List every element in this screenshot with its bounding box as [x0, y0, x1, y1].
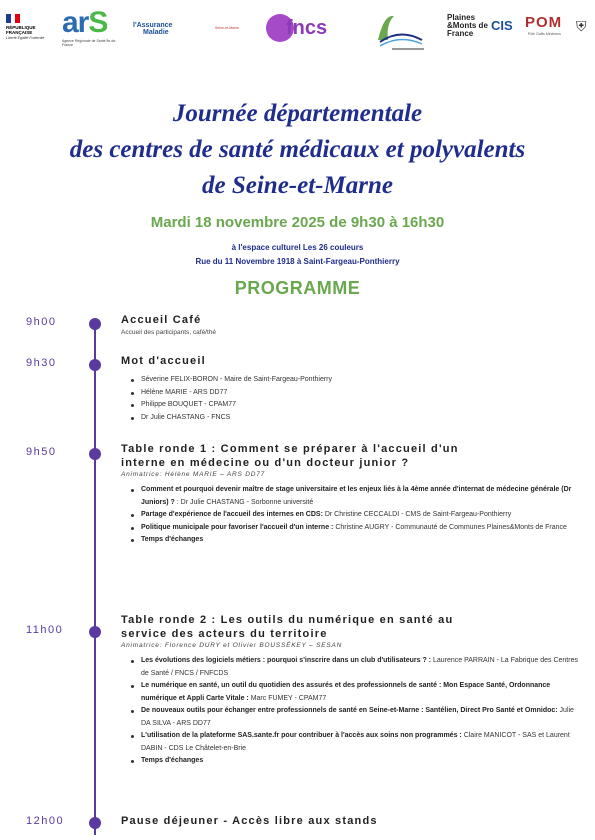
list-item: Le numérique en santé, un outil du quotidien des assurés et des professionnels de santé : Mon Espace Santé, Ordonnance numérique et Appli Carte Vitale : Marc FUMEY - CPAM77 [131, 680, 581, 705]
rf-motto: Liberté Égalité Fraternité [6, 36, 45, 40]
rf-line1: RÉPUBLIQUE [6, 25, 36, 30]
item-title: Accueil Café [121, 314, 202, 326]
programme-item [121, 613, 581, 768]
bullet-list [131, 374, 581, 424]
list-item: Partage d'expérience de l'accueil des internes en CDS: Dr Christine CECCALDI - CMS de Saint-Fargeau-Ponthierry [131, 509, 581, 522]
timeline-dot [89, 448, 101, 460]
venue-line2: Rue du 11 Novembre 1918 à Saint-Fargeau-Ponthierry [195, 257, 400, 266]
bullet-list [131, 484, 581, 547]
timeline-dot [89, 359, 101, 371]
time-label: 11h00 [26, 624, 64, 636]
page-title [0, 96, 595, 204]
list-item: Temps d'échanges [131, 755, 581, 768]
plaines-l3: France [447, 29, 474, 38]
pom-subtitle: Pôle Outils Médecins [528, 32, 561, 36]
item-title: Pause déjeuner - Accès libre aux stands [121, 815, 378, 827]
list-item: Les évolutions des logiciels métiers : pourquoi s'inscrire dans un club d'utilisateurs ? : Laurence PARRAIN - La Fabrique des Centres de Santé / FNCS / FNFCDS [131, 655, 581, 680]
timeline-dot [89, 318, 101, 330]
plaines-monts-logo [447, 14, 497, 38]
list-item: L'utilisation de la plateforme SAS.sante.fr pour contribuer à l'accès aux soins non programmés : Claire MANICOT - SAS et Laurent DABIN - CDS Le Châtelet-en-Brie [131, 730, 581, 755]
programme-heading: PROGRAMME [234, 278, 361, 298]
timeline-dot [89, 817, 101, 829]
list-item: Politique municipale pour favoriser l'accueil d'un interne : Christine AUGRY - Communauté de Communes Plaines&Monts de France [131, 522, 581, 535]
programme-item [121, 354, 581, 424]
time-label: 9h00 [26, 316, 57, 328]
item-title-l1: Table ronde 2 : Les outils du numérique en santé au [121, 614, 454, 626]
rf-line2: FRANÇAISE [6, 30, 33, 35]
saint-fargeau-logo [370, 10, 430, 52]
title-line1: Journée départementale [172, 100, 423, 127]
time-label: 9h50 [26, 446, 57, 458]
assurance-maladie-logo [133, 22, 240, 36]
ars-word-s: S [88, 6, 108, 39]
list-item: Hélène MARIE - ARS DD77 [131, 387, 581, 400]
ars-subtitle: Agence Régionale de Santé Île-de-France [62, 39, 117, 47]
programme-item [121, 814, 581, 828]
am-line1: l'Assurance [133, 22, 173, 29]
venue-line1: à l'espace culturel Les 26 couleurs [231, 243, 364, 252]
city-crest-icon: ⛨ [576, 18, 587, 34]
ars-word-a: ar [62, 6, 89, 39]
cis-logo: CIS [491, 18, 513, 33]
programme-item [121, 313, 581, 336]
item-subtitle: Accueil des participants, café/thé [121, 329, 217, 336]
fncs-word: fncs [286, 17, 328, 39]
list-item: Dr Julie CHASTANG - FNCS [131, 412, 581, 425]
logo-bar [0, 8, 595, 54]
am-subtitle: Seine-et-Marne [215, 26, 240, 30]
item-title: Mot d'accueil [121, 355, 206, 367]
list-item: Séverine FELIX-BORON - Maire de Saint-Fargeau-Ponthierry [131, 374, 581, 387]
item-title-l2: interne en médecine ou d'un docteur junior ? [121, 457, 410, 469]
list-item: Comment et pourquoi devenir maître de stage universitaire et les enjeux liés à la 4ème année d'internat de médecine générale (Dr Juniors) ? : Dr Julie CHASTANG - Sorbonne université [131, 484, 581, 509]
timeline-dot [89, 626, 101, 638]
pom-logo: POM [525, 14, 563, 31]
republique-francaise-logo [6, 14, 52, 41]
item-animator: Animatrice: Florence DURY et Olivier BOUSSÉKEY – SESAN [121, 642, 343, 649]
item-animator: Animatrice: Hélène MARIE – ARS DD77 [121, 471, 266, 478]
item-title-l1: Table ronde 1 : Comment se préparer à l'accueil d'un [121, 443, 459, 455]
event-date: Mardi 18 novembre 2025 de 9h30 à 16h30 [150, 214, 445, 231]
french-flag-icon [6, 14, 20, 23]
plaines-l1: Plaines [447, 13, 476, 22]
saint-fargeau-emblem-icon [370, 10, 430, 52]
list-item: De nouveaux outils pour échanger entre professionnels de santé en Seine-et-Marne : Santélien, Direct Pro Santé et Omnidoc: Julie DA SILVA - ARS DD77 [131, 705, 581, 730]
list-item: Philippe BOUQUET - CPAM77 [131, 399, 581, 412]
event-venue [0, 241, 595, 269]
time-label: 9h30 [26, 357, 57, 369]
ars-logo [62, 8, 126, 52]
am-line2: Maladie [143, 29, 169, 36]
time-label: 12h00 [26, 815, 65, 827]
programme-item [121, 442, 581, 547]
title-line3: de Seine-et-Marne [202, 172, 393, 199]
item-title-l2: service des acteurs du territoire [121, 628, 328, 640]
title-line2: des centres de santé médicaux et polyvalents [69, 136, 526, 163]
bullet-list [131, 655, 581, 768]
timeline-line [94, 320, 96, 835]
list-item: Temps d'échanges [131, 534, 581, 547]
plaines-l2: &Monts de [447, 21, 488, 30]
